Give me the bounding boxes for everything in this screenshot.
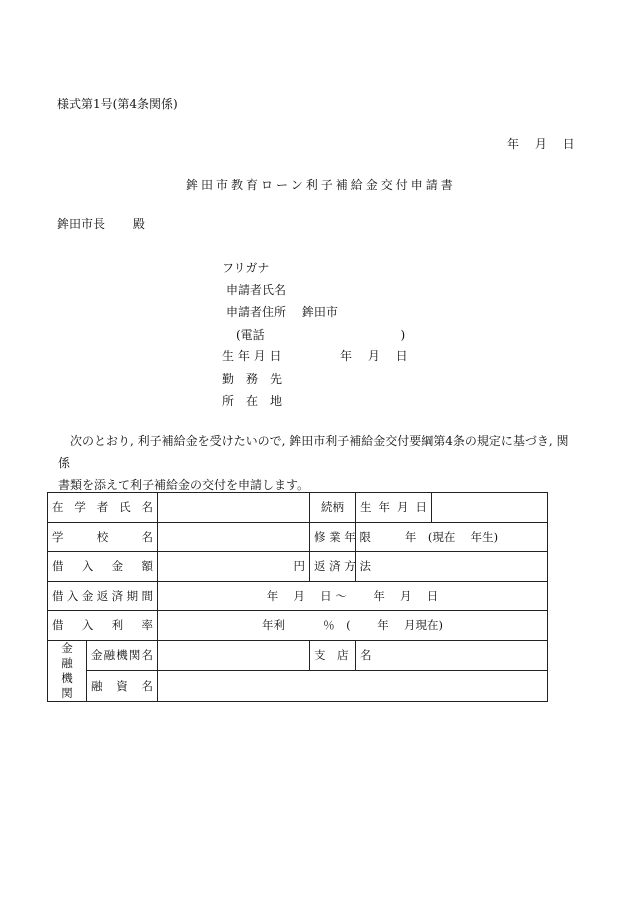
application-statement [58,430,578,496]
loan-name-field[interactable] [158,671,548,702]
student-birth-date-field[interactable] [432,493,548,523]
financial-institution-label [48,640,87,701]
statement-line-2: 書類を添えて利子補給金の交付を申請します。 [58,478,310,492]
table-row [48,640,548,671]
phone-line: (電話 ) [236,328,406,342]
table-row [48,522,548,552]
institution-char: 関 [61,685,73,700]
repayment-period-field[interactable]: 年 月 日 〜 年 月 日 [158,581,548,611]
location-label: 所 在 地 [222,394,283,408]
student-name-field[interactable] [158,493,310,523]
school-name-field[interactable] [158,522,310,552]
workplace-label: 勤 務 先 [222,372,283,386]
table-row [48,611,548,641]
application-table [47,492,548,702]
table-row [48,671,548,702]
applicant-name-label: 申請者氏名 [226,283,287,297]
study-period-label: 修 業 年 限 [310,522,356,552]
addressee: 鉾田市長 殿 [57,217,145,231]
study-period-field[interactable]: 年 (現在 年生) [356,522,548,552]
interest-rate-label: 借 入 利 率 [48,611,158,641]
statement-line-1: 次のとおり, 利子補給金を受けたいので, 鉾田市利子補給金交付要綱第4条の規定に基づき, 関係 [58,434,569,470]
birth-date-label: 生 年 月 日 [222,349,282,363]
table-row [48,581,548,611]
student-name-label: 在 学 者 氏 名 [48,493,158,523]
institution-char: 機 [61,670,73,685]
loan-amount-field[interactable]: 円 [158,552,310,582]
interest-rate-field[interactable]: 年利 ％ ( 年 月現在) [158,611,548,641]
table-row [48,493,548,523]
institution-char: 融 [61,655,73,670]
institution-name-label: 金融機関名 [87,640,158,671]
repayment-period-label: 借入金返済期間 [48,581,158,611]
loan-name-label: 融 資 名 [87,671,158,702]
loan-amount-label: 借 入 金 額 [48,552,158,582]
document-title: 鉾田市教育ローン利子補給金交付申請書 [186,178,456,192]
school-name-label: 学 校 名 [48,522,158,552]
student-birth-date-label: 生 年 月 日 [356,493,432,523]
institution-name-field[interactable] [158,640,310,671]
branch-label: 支 店 名 [310,640,356,671]
form-number: 様式第1号(第4条関係) [57,97,178,111]
institution-char: 金 [61,640,73,655]
repayment-method-field[interactable] [356,552,548,582]
repayment-method-label: 返 済 方 法 [310,552,356,582]
branch-field[interactable] [356,640,548,671]
applicant-address-label: 申請者住所 鉾田市 [226,305,338,319]
birth-date-value: 年 月 日 [340,349,408,363]
table-row [48,552,548,582]
relation-label: 続柄 [310,493,356,523]
furigana-label: フリガナ [222,261,270,275]
date-line: 年 月 日 [507,137,575,151]
